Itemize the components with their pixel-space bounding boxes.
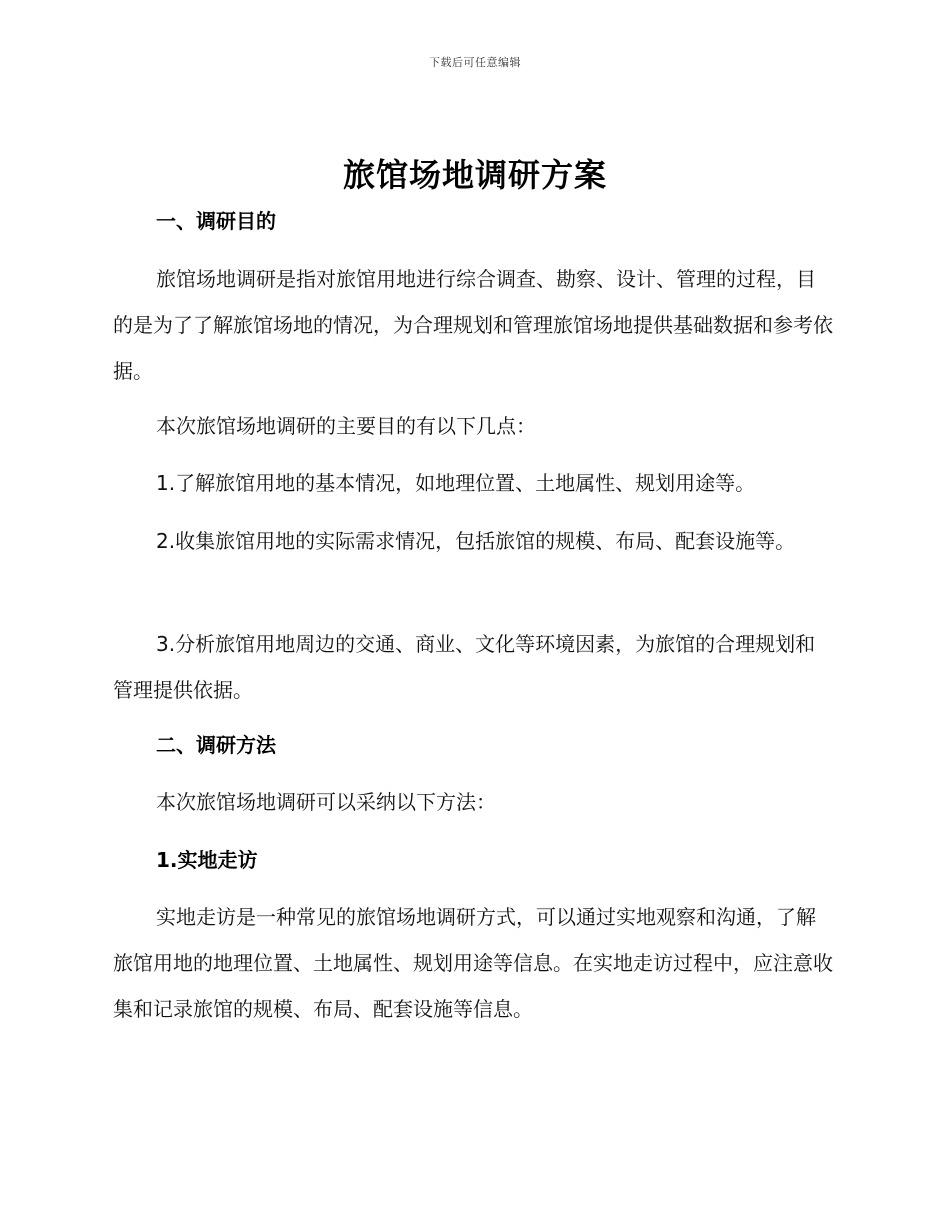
paragraph-goals-intro: 本次旅馆场地调研的主要目的有以下几点：: [156, 414, 536, 438]
section-heading-methods: 二、调研方法: [156, 733, 276, 757]
paragraph-intro: 旅馆场地调研是指对旅馆用地进行综合调查、勘察、设计、管理的过程，目的是为了了解旅馆场地的情况，为合理规划和管理旅馆场地提供基础数据和参考依据。: [113, 267, 833, 383]
paragraph-methods-intro: 本次旅馆场地调研可以采纳以下方法：: [156, 790, 496, 814]
document-title: 旅馆场地调研方案: [342, 156, 607, 194]
list-item-goal-3: 3.分析旅馆用地周边的交通、商业、文化等环境因素，为旅馆的合理规划和管理提供依据。: [113, 632, 816, 702]
section-heading-purpose: 一、调研目的: [156, 209, 276, 233]
header-note: 下载后可任意编辑: [429, 56, 521, 69]
list-item-goal-1: 1.了解旅馆用地的基本情况，如地理位置、土地属性、规划用途等。: [156, 471, 756, 495]
list-item-goal-2: 2.收集旅馆用地的实际需求情况，包括旅馆的规模、布局、配套设施等。: [156, 529, 796, 553]
subheading-site-visit: 1.实地走访: [156, 848, 258, 872]
paragraph-site-visit: 实地走访是一种常见的旅馆场地调研方式，可以通过实地观察和沟通，了解旅馆用地的地理位置、土地属性、规划用途等信息。在实地走访过程中，应注意收集和记录旅馆的规模、布局、配套设施等信息。: [113, 905, 833, 1021]
